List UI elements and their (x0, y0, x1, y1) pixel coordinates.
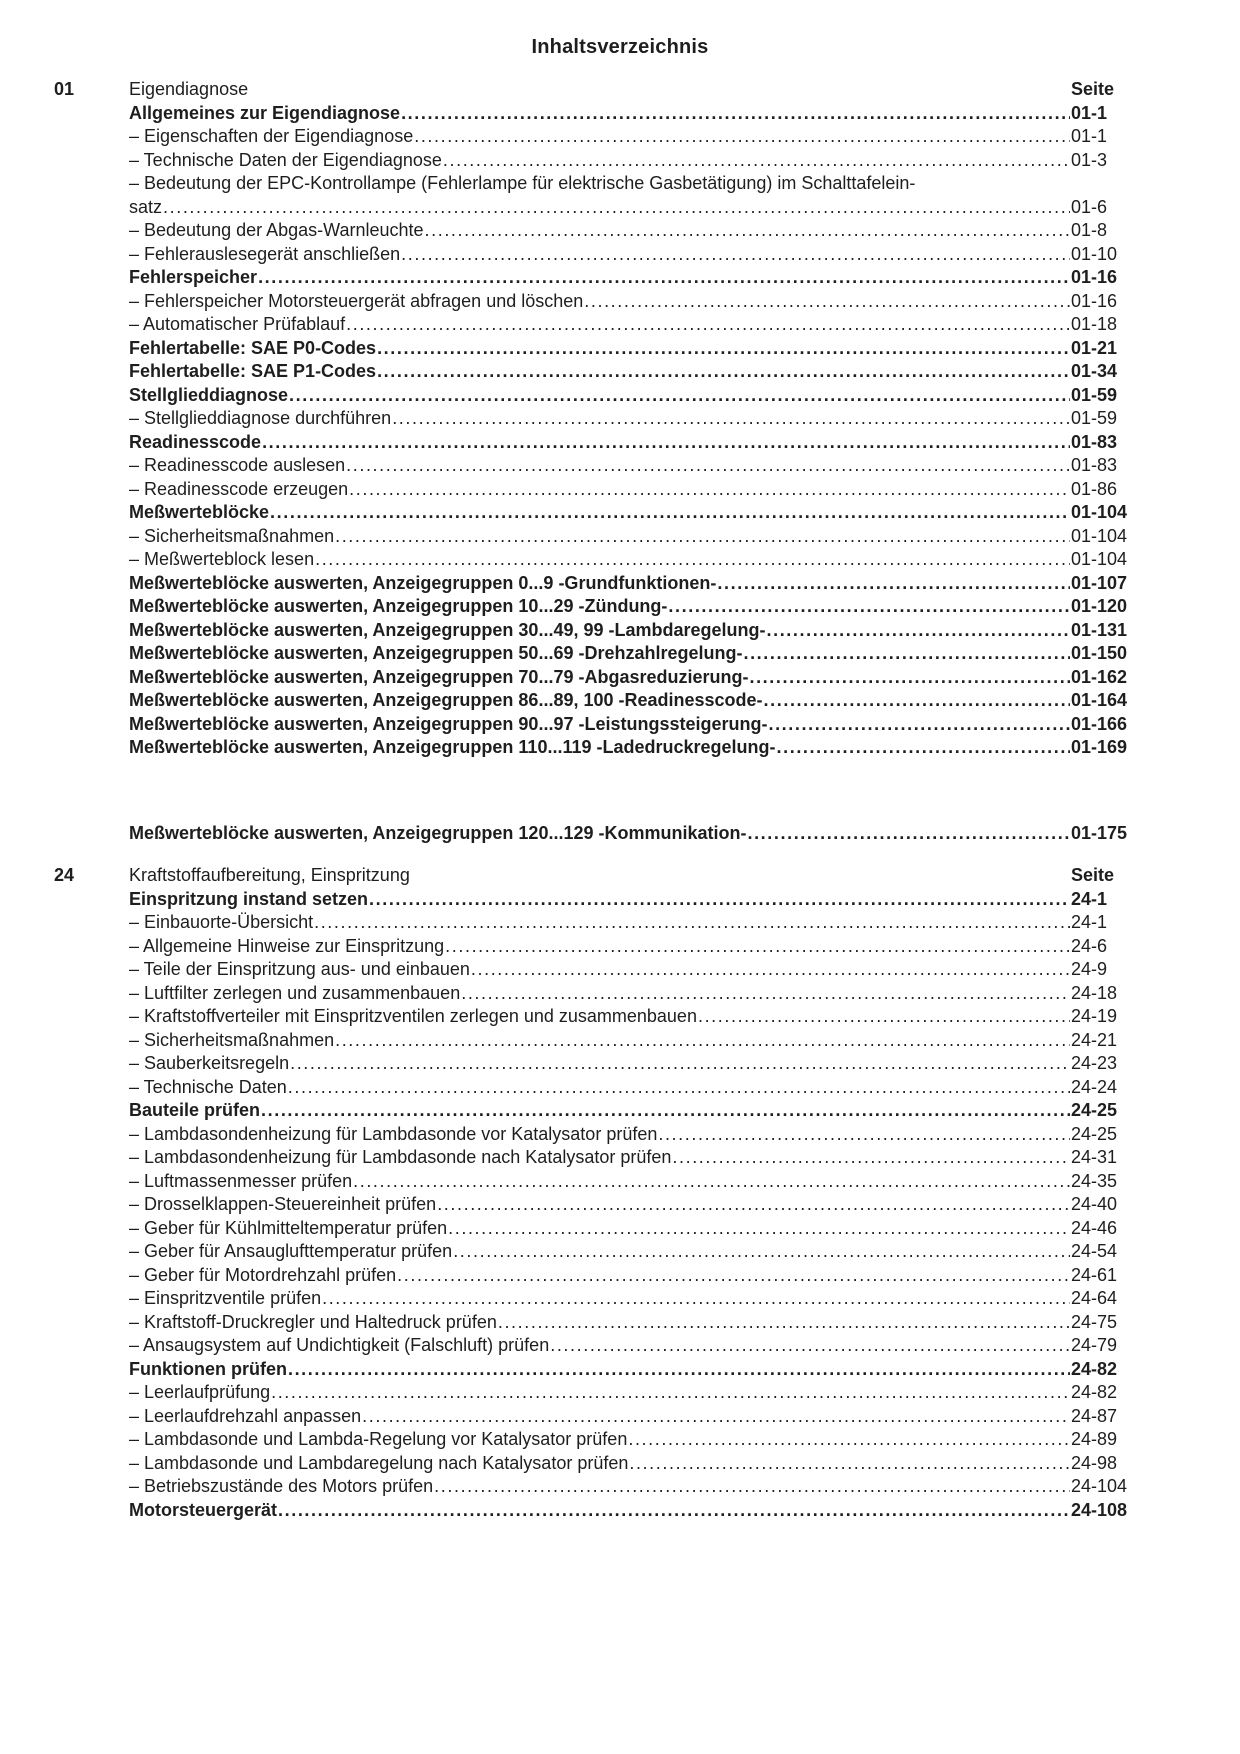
toc-entry[interactable] (129, 1499, 1143, 1523)
toc-entry-page: 01-166 (1071, 713, 1128, 734)
section-heading-row (129, 864, 1143, 888)
toc-entry-title: – Sicherheitsmaßnahmen (129, 1029, 335, 1050)
section-number: 24 (54, 865, 75, 885)
page-title: Inhaltsverzeichnis (531, 36, 709, 58)
toc-entry-page: 24-46 (1071, 1217, 1118, 1238)
dot-leader (397, 1264, 1070, 1288)
toc-entry[interactable] (129, 911, 1143, 935)
toc-entry[interactable] (129, 525, 1143, 549)
toc-entry[interactable] (129, 1170, 1143, 1194)
toc-entry-title: – Readinesscode erzeugen (129, 478, 349, 499)
toc-entry[interactable] (129, 822, 1143, 846)
toc-entry-page: 24-21 (1071, 1029, 1118, 1050)
dot-leader (401, 243, 1070, 267)
toc-entry-page: 24-104 (1071, 1476, 1128, 1496)
toc-entry-title: Motorsteuergerät (129, 1499, 278, 1520)
toc-entries (129, 78, 1143, 760)
toc-entry-page: 01-175 (1071, 823, 1128, 843)
toc-entry-page: 24-9 (1071, 959, 1108, 979)
toc-entry-title: – Technische Daten der Eigendiagnose (129, 149, 442, 170)
toc-entry-title: – Kraftstoffverteiler mit Einspritzventilen zerlegen und zusammenbauen (129, 1006, 697, 1026)
dot-leader (377, 360, 1070, 384)
toc-entry[interactable] (129, 407, 1143, 431)
toc-entry-title: Meßwerteblöcke (129, 502, 270, 522)
dot-leader (434, 1475, 1070, 1499)
dot-leader (335, 525, 1070, 549)
dot-leader (668, 595, 1070, 619)
toc-entry-page: 24-31 (1071, 1147, 1118, 1167)
dot-leader (290, 1052, 1070, 1076)
toc-entry-page: 01-83 (1071, 455, 1118, 475)
toc-entry-title: – Bedeutung der EPC-Kontrollampe (Fehlerlampe für elektrische Gasbetätigung) im Schalttafelein- (129, 173, 916, 193)
toc-entry-title: Meßwerteblöcke auswerten, Anzeigegruppen 0...9 -Grundfunktionen- (129, 572, 717, 593)
toc-entry-title: Einspritzung instand setzen (129, 888, 369, 909)
toc-entry-page: 01-83 (1071, 431, 1118, 452)
dot-leader (445, 935, 1070, 959)
toc-entry-page: 01-131 (1071, 619, 1128, 640)
toc-entry-page: 24-18 (1071, 982, 1118, 1003)
toc-entry-page: 24-24 (1071, 1076, 1118, 1097)
toc-entry-page: 01-10 (1071, 243, 1118, 264)
toc-entry[interactable] (129, 1052, 1143, 1076)
toc-entry[interactable] (129, 1475, 1143, 1499)
dot-leader (658, 1123, 1070, 1147)
dot-leader (314, 911, 1070, 935)
toc-entry[interactable] (129, 243, 1143, 267)
toc-entry-title: – Luftmassenmesser prüfen (129, 1170, 353, 1191)
dot-leader (288, 1358, 1070, 1382)
toc-entry-title: – Einbauorte-Übersicht (129, 912, 314, 932)
toc-entry[interactable] (129, 595, 1143, 619)
toc-entry[interactable] (129, 384, 1143, 408)
toc-entry-page: 24-1 (1071, 912, 1108, 932)
toc-entry-title: – Technische Daten (129, 1076, 287, 1097)
toc-entry-title: – Betriebszustände des Motors prüfen (129, 1476, 434, 1496)
toc-entry-title: – Eigenschaften der Eigendiagnose (129, 126, 414, 146)
toc-entry-title: Bauteile prüfen (129, 1100, 261, 1120)
toc-entry-page: 01-34 (1071, 361, 1118, 381)
dot-leader (461, 982, 1070, 1006)
toc-entry-title: Meßwerteblöcke auswerten, Anzeigegruppen 50...69 -Drehzahlregelung- (129, 643, 743, 663)
toc-entry-page: 24-25 (1071, 1123, 1118, 1144)
dot-leader (362, 1405, 1070, 1429)
toc-entry-page: 01-104 (1071, 502, 1128, 522)
dot-leader (262, 431, 1070, 455)
toc-entry-page: 01-150 (1071, 643, 1128, 663)
toc-entry-title: – Leerlaufprüfung (129, 1382, 271, 1402)
dot-leader (346, 454, 1070, 478)
page-column-label: Seite (1071, 865, 1115, 885)
dot-leader (717, 572, 1070, 596)
dot-leader (764, 689, 1070, 713)
toc-entry[interactable] (129, 666, 1143, 690)
toc-entry-page: 01-16 (1071, 267, 1118, 287)
toc-entry-page: 24-64 (1071, 1288, 1118, 1308)
dot-leader (471, 958, 1070, 982)
toc-entry[interactable] (129, 1428, 1143, 1452)
toc-entry-page: 24-1 (1071, 888, 1108, 909)
toc-entry-page: 24-82 (1071, 1358, 1118, 1379)
section-heading: Kraftstoffaufbereitung, Einspritzung (129, 865, 410, 885)
page-column-label: Seite (1071, 79, 1115, 99)
toc-entry-title: Meßwerteblöcke auswerten, Anzeigegruppen 10...29 -Zündung- (129, 596, 668, 616)
toc-entry-title: – Drosselklappen-Steuereinheit prüfen (129, 1194, 437, 1214)
toc-entry-title: – Lambdasondenheizung für Lambdasonde nach Katalysator prüfen (129, 1147, 672, 1167)
dot-leader (425, 219, 1070, 243)
toc-entry[interactable] (129, 1123, 1143, 1147)
toc-entry-title: – Fehlerspeicher Motorsteuergerät abfragen und löschen (129, 290, 584, 311)
toc-entry[interactable] (129, 1381, 1143, 1405)
dot-leader (369, 888, 1070, 912)
dot-leader (628, 1428, 1070, 1452)
toc-entry-page: 24-19 (1071, 1006, 1118, 1026)
toc-entry[interactable] (129, 102, 1143, 126)
toc-entry[interactable] (129, 1334, 1143, 1358)
dot-leader (629, 1452, 1070, 1476)
toc-entry-title: Meßwerteblöcke auswerten, Anzeigegruppen 90...97 -Leistungssteigerung- (129, 713, 768, 734)
toc-entry-title: – Teile der Einspritzung aus- und einbauen (129, 959, 470, 979)
toc-entry[interactable] (129, 1005, 1143, 1029)
toc-entry[interactable] (129, 958, 1143, 982)
dot-leader (498, 1311, 1070, 1335)
dot-leader (749, 666, 1070, 690)
toc-entry-title: Fehlerspeicher (129, 267, 258, 287)
dot-leader (453, 1240, 1070, 1264)
toc-entry[interactable] (129, 736, 1143, 760)
toc-entry-title: Funktionen prüfen (129, 1358, 287, 1379)
toc-entry-page: 24-98 (1071, 1452, 1118, 1473)
toc-entry-page: 24-25 (1071, 1100, 1118, 1120)
toc-entry-title: Fehlertabelle: SAE P1-Codes (129, 361, 377, 381)
toc-entry-title: Allgemeines zur Eigendiagnose (129, 102, 401, 123)
toc-entry-page: 01-162 (1071, 666, 1128, 687)
toc-entry[interactable] (129, 1076, 1143, 1100)
dot-leader (322, 1287, 1070, 1311)
toc-entry-title: satz (129, 196, 163, 217)
toc-entry-page: 01-107 (1071, 572, 1128, 593)
toc-entry-page: 01-59 (1071, 408, 1118, 428)
dot-leader (747, 822, 1070, 846)
toc-entry[interactable] (129, 219, 1143, 243)
toc-entry[interactable] (129, 149, 1143, 173)
toc-entry[interactable] (129, 1193, 1143, 1217)
toc-entry-page: 24-23 (1071, 1053, 1118, 1073)
dot-leader (672, 1146, 1070, 1170)
dot-leader (448, 1217, 1070, 1241)
dot-leader (392, 407, 1070, 431)
dot-leader (437, 1193, 1070, 1217)
toc-entry-page: 01-6 (1071, 196, 1108, 217)
toc-entry-title: – Geber für Kühlmitteltemperatur prüfen (129, 1217, 448, 1238)
section-heading: Eigendiagnose (129, 79, 249, 99)
toc-entry-title: Meßwerteblöcke auswerten, Anzeigegruppen 110...119 -Ladedruckregelung- (129, 737, 776, 757)
toc-entry-page: 01-3 (1071, 149, 1108, 170)
toc-entries (129, 864, 1143, 1522)
toc-entry-page: 24-40 (1071, 1194, 1118, 1214)
toc-entry-title: – Sicherheitsmaßnahmen (129, 525, 335, 546)
toc-entry[interactable] (129, 1029, 1143, 1053)
toc-entry[interactable] (129, 1240, 1143, 1264)
dot-leader (346, 313, 1070, 337)
toc-entry-page: 24-35 (1071, 1170, 1118, 1191)
toc-entry[interactable] (129, 619, 1143, 643)
toc-entry-page: 01-120 (1071, 596, 1128, 616)
toc-entry-title: – Geber für Motordrehzahl prüfen (129, 1264, 397, 1285)
toc-entry-title: – Leerlaufdrehzahl anpassen (129, 1405, 362, 1426)
toc-entry[interactable] (129, 125, 1143, 149)
toc-entry[interactable] (129, 313, 1143, 337)
dot-leader (777, 736, 1070, 760)
toc-entry-title: Meßwerteblöcke auswerten, Anzeigegruppen 30...49, 99 -Lambdaregelung- (129, 619, 766, 640)
dot-leader (270, 501, 1070, 525)
toc-entry[interactable] (129, 1452, 1143, 1476)
toc-entry[interactable] (129, 935, 1143, 959)
toc-entry[interactable] (129, 196, 1143, 220)
toc-entry-page: 24-82 (1071, 1382, 1118, 1402)
toc-entry[interactable] (129, 572, 1143, 596)
dot-leader (271, 1381, 1070, 1405)
dot-leader (163, 196, 1070, 220)
dot-leader (261, 1099, 1070, 1123)
dot-leader (414, 125, 1070, 149)
toc-entry-page: 24-79 (1071, 1335, 1118, 1355)
toc-entry-page: 24-89 (1071, 1429, 1118, 1449)
toc-entry[interactable] (129, 982, 1143, 1006)
toc-entry-title: – Lambdasondenheizung für Lambdasonde vor Katalysator prüfen (129, 1123, 658, 1144)
dot-leader (315, 548, 1070, 572)
section-heading-row (129, 78, 1143, 102)
dot-leader (289, 384, 1070, 408)
toc-entry[interactable] (129, 1358, 1143, 1382)
toc-entry-title: Meßwerteblöcke auswerten, Anzeigegruppen 70...79 -Abgasreduzierung- (129, 666, 749, 687)
toc-entry-title: – Lambdasonde und Lambda-Regelung vor Katalysator prüfen (129, 1429, 628, 1449)
toc-entry[interactable] (129, 266, 1143, 290)
toc-entry[interactable] (129, 1146, 1143, 1170)
toc-entry-title: – Fehlerauslesegerät anschließen (129, 243, 401, 264)
toc-entry[interactable] (129, 1287, 1143, 1311)
toc-entry[interactable] (129, 713, 1143, 737)
toc-entry-page: 24-75 (1071, 1311, 1118, 1332)
toc-entry[interactable] (129, 478, 1143, 502)
toc-entry-title: – Geber für Ansauglufttemperatur prüfen (129, 1241, 453, 1261)
toc-entry-title: – Stellglieddiagnose durchführen (129, 408, 392, 428)
toc-entry[interactable] (129, 172, 1143, 196)
toc-entry-title: – Automatischer Prüfablauf (129, 314, 346, 334)
toc-entry-title: – Einspritzventile prüfen (129, 1288, 322, 1308)
dot-leader (584, 290, 1070, 314)
toc-entry[interactable] (129, 1099, 1143, 1123)
toc-entry-title: – Readinesscode auslesen (129, 455, 346, 475)
toc-entry-page: 01-164 (1071, 690, 1128, 710)
toc-entry-page: 24-87 (1071, 1405, 1118, 1426)
section-number: 01 (54, 79, 75, 99)
toc-entry-title: Fehlertabelle: SAE P0-Codes (129, 337, 377, 358)
toc-entry-title: – Meßwerteblock lesen (129, 549, 315, 569)
toc-entry[interactable] (129, 1264, 1143, 1288)
toc-entry[interactable] (129, 642, 1143, 666)
toc-entry-page: 01-59 (1071, 384, 1118, 405)
toc-entry[interactable] (129, 1311, 1143, 1335)
toc-entry-title: – Lambdasonde und Lambdaregelung nach Katalysator prüfen (129, 1452, 629, 1473)
toc-entry-page: 01-8 (1071, 220, 1108, 240)
toc-entry[interactable] (129, 888, 1143, 912)
toc-entry[interactable] (129, 501, 1143, 525)
toc-entry-title: – Luftfilter zerlegen und zusammenbauen (129, 982, 461, 1003)
toc-entry-page: 01-104 (1071, 525, 1128, 546)
toc-entry[interactable] (129, 337, 1143, 361)
toc-entry-page: 01-16 (1071, 290, 1118, 311)
toc-entry-page: 01-1 (1071, 126, 1108, 146)
toc-entries (129, 822, 1143, 846)
dot-leader (377, 337, 1070, 361)
toc-entry[interactable] (129, 548, 1143, 572)
toc-entry-page: 24-6 (1071, 935, 1108, 956)
dot-leader (698, 1005, 1070, 1029)
toc-entry-title: Stellglieddiagnose (129, 384, 289, 405)
dot-leader (401, 102, 1070, 126)
dot-leader (288, 1076, 1070, 1100)
toc-entry-page: 24-54 (1071, 1241, 1118, 1261)
toc-entry-title: – Sauberkeitsregeln (129, 1053, 290, 1073)
toc-entry-title: Meßwerteblöcke auswerten, Anzeigegruppen 120...129 -Kommunikation- (129, 823, 747, 843)
toc-entry-page: 01-169 (1071, 737, 1128, 757)
toc-entry-page: 01-18 (1071, 314, 1118, 334)
toc-entry-page: 01-104 (1071, 549, 1128, 569)
toc-entry[interactable] (129, 431, 1143, 455)
dot-leader (278, 1499, 1070, 1523)
dot-leader (743, 642, 1070, 666)
toc-entry[interactable] (129, 1217, 1143, 1241)
dot-leader (443, 149, 1070, 173)
toc-entry-title: Readinesscode (129, 431, 262, 452)
toc-entry[interactable] (129, 454, 1143, 478)
dot-leader (768, 713, 1070, 737)
dot-leader (353, 1170, 1070, 1194)
toc-entry[interactable] (129, 1405, 1143, 1429)
dot-leader (550, 1334, 1070, 1358)
toc-entry-page: 01-21 (1071, 337, 1118, 358)
toc-entry-title: – Kraftstoff-Druckregler und Haltedruck prüfen (129, 1311, 497, 1332)
dot-leader (349, 478, 1070, 502)
toc-entry-page: 24-108 (1071, 1499, 1128, 1520)
dot-leader (335, 1029, 1070, 1053)
dot-leader (767, 619, 1071, 643)
toc-entry-title: – Ansaugsystem auf Undichtigkeit (Falschluft) prüfen (129, 1335, 550, 1355)
toc-entry[interactable] (129, 290, 1143, 314)
toc-entry[interactable] (129, 689, 1143, 713)
toc-entry-title: Meßwerteblöcke auswerten, Anzeigegruppen 86...89, 100 -Readinesscode- (129, 690, 763, 710)
toc-entry-page: 24-61 (1071, 1264, 1118, 1285)
toc-entry-title: – Allgemeine Hinweise zur Einspritzung (129, 935, 445, 956)
toc-entry[interactable] (129, 360, 1143, 384)
toc-entry-title: – Bedeutung der Abgas-Warnleuchte (129, 220, 424, 240)
dot-leader (258, 266, 1070, 290)
toc-entry-page: 01-1 (1071, 102, 1108, 123)
toc-entry-page: 01-86 (1071, 478, 1118, 499)
